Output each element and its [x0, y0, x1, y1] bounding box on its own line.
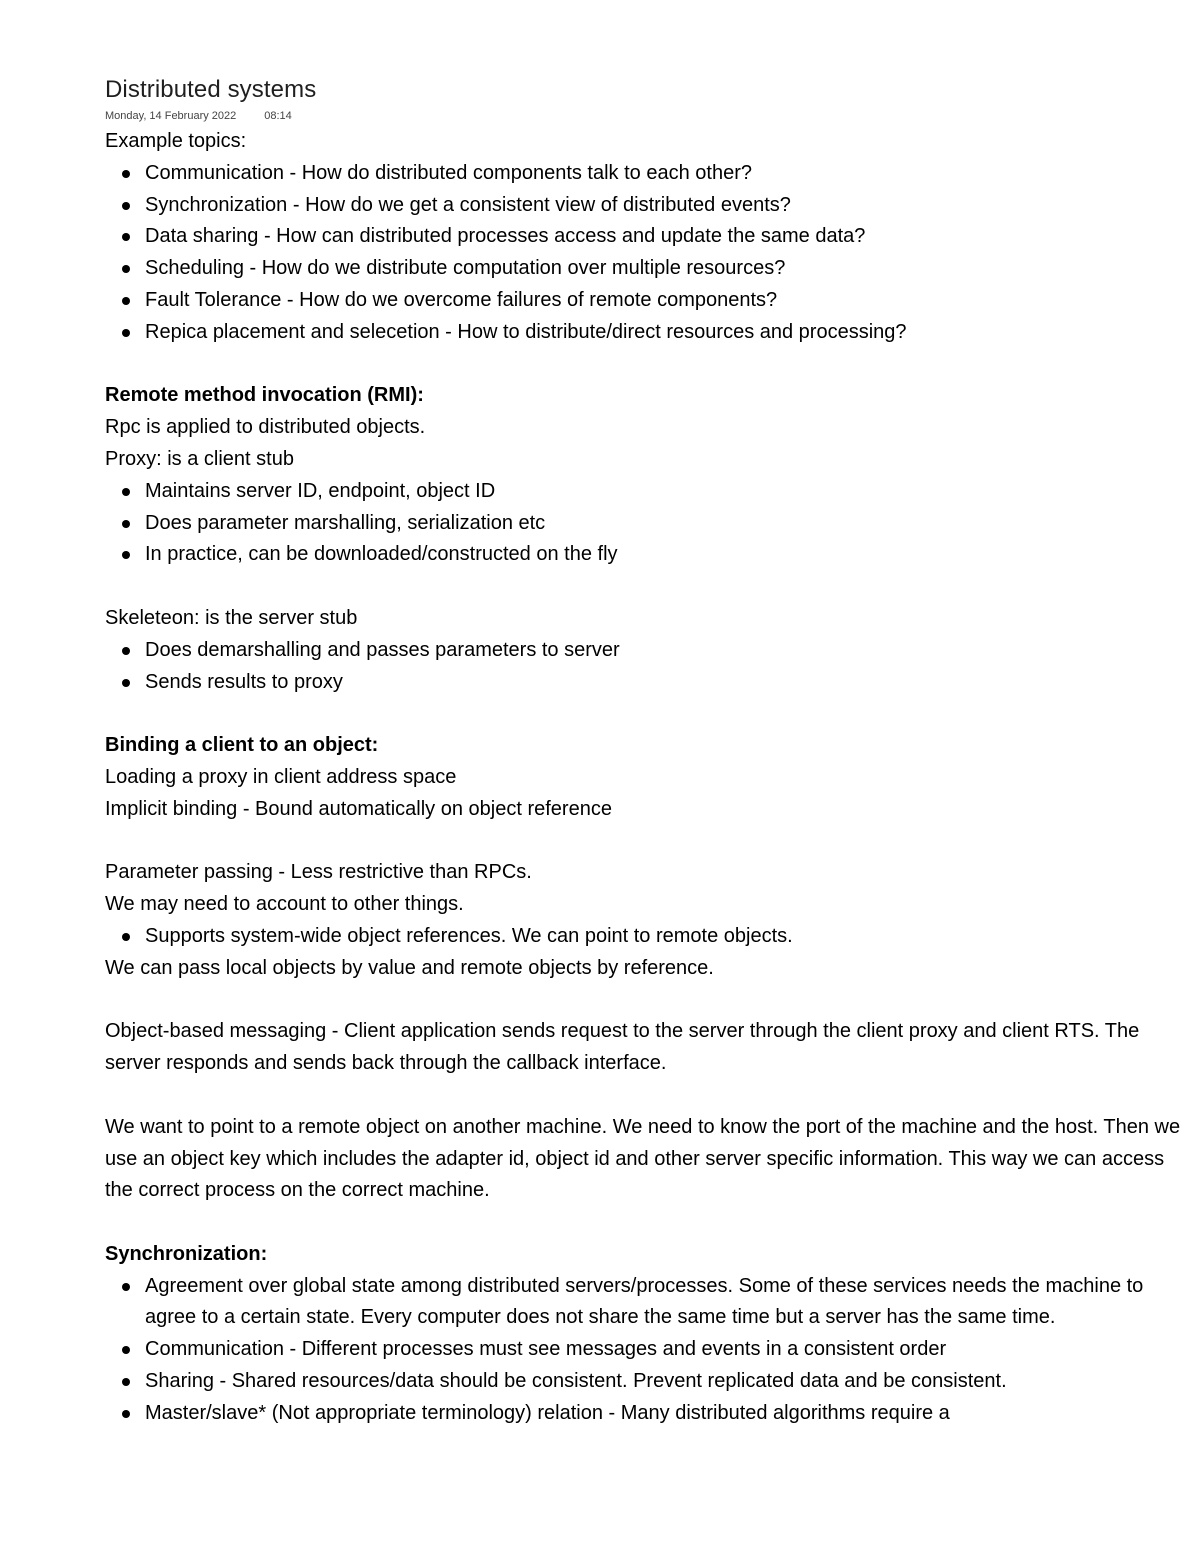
- synchronization-heading: Synchronization:: [105, 1242, 268, 1265]
- list-item: Data sharing - How can distributed processes access and update the same data?: [105, 221, 1190, 253]
- spacer: [105, 1207, 1190, 1239]
- binding-heading: Binding a client to an object:: [105, 734, 379, 757]
- spacer: [105, 826, 1190, 858]
- example-topics-list: [105, 158, 1190, 349]
- synchronization-list: [105, 1271, 1190, 1430]
- remote-object-paragraph: We want to point to a remote object on another machine. We need to know the port of the machine and the host. Then we use an object key which includes the adapter id, object id and other server specific information. This way we can access the correct process on the correct machine.: [105, 1115, 1181, 1202]
- list-item: Sends results to proxy: [105, 667, 1190, 699]
- list-item: Communication - How do distributed components talk to each other?: [105, 158, 1190, 190]
- list-item: Communication - Different processes must see messages and events in a consistent order: [105, 1334, 1190, 1366]
- list-item: Supports system-wide object references. We can point to remote objects.: [105, 921, 1190, 953]
- list-item: Maintains server ID, endpoint, object ID: [105, 476, 1190, 508]
- parameter-passing-list: [105, 921, 1190, 953]
- binding-line: Implicit binding - Bound automatically on object reference: [105, 797, 612, 820]
- list-item: In practice, can be downloaded/constructed on the fly: [105, 539, 1190, 571]
- list-item: Does demarshalling and passes parameters to server: [105, 635, 1190, 667]
- binding-line: Loading a proxy in client address space: [105, 765, 457, 788]
- list-item: Agreement over global state among distributed servers/processes. Some of these services needs the machine to agree to a certain state. Every computer does not share the same time but a server has the same time.: [105, 1271, 1190, 1335]
- parameter-passing-line: Parameter passing - Less restrictive than RPCs.: [105, 861, 532, 884]
- list-item: Sharing - Shared resources/data should be consistent. Prevent replicated data and be consistent.: [105, 1366, 1190, 1398]
- rmi-heading: Remote method invocation (RMI):: [105, 384, 424, 407]
- list-item: Repica placement and selecetion - How to distribute/direct resources and processing?: [105, 317, 1190, 349]
- rmi-line: Rpc is applied to distributed objects.: [105, 416, 426, 439]
- list-item: Fault Tolerance - How do we overcome failures of remote components?: [105, 285, 1190, 317]
- spacer: [105, 698, 1190, 730]
- spacer: [105, 985, 1190, 1017]
- spacer: [105, 349, 1190, 381]
- page-time: 08:14: [264, 110, 292, 122]
- note-page: [105, 74, 1190, 1430]
- list-item: Master/slave* (Not appropriate terminology) relation - Many distributed algorithms require a: [105, 1398, 1190, 1430]
- parameter-passing-line: We may need to account to other things.: [105, 893, 464, 916]
- skeleton-label: Skeleteon: is the server stub: [105, 606, 358, 629]
- spacer: [105, 1080, 1190, 1112]
- list-item: Scheduling - How do we distribute computation over multiple resources?: [105, 253, 1190, 285]
- proxy-label: Proxy: is a client stub: [105, 447, 294, 470]
- page-date: Monday, 14 February 2022: [105, 110, 237, 122]
- proxy-list: [105, 476, 1190, 571]
- parameter-passing-line: We can pass local objects by value and remote objects by reference.: [105, 956, 714, 979]
- example-topics-heading: Example topics:: [105, 130, 247, 152]
- skeleton-list: [105, 635, 1190, 699]
- object-messaging-paragraph: Object-based messaging - Client application sends request to the server through the client proxy and client RTS. The server responds and sends back through the callback interface.: [105, 1020, 1140, 1075]
- list-item: Synchronization - How do we get a consistent view of distributed events?: [105, 190, 1190, 222]
- page-timestamp: [105, 106, 1190, 126]
- page-title: Distributed systems: [105, 76, 317, 103]
- spacer: [105, 571, 1190, 603]
- list-item: Does parameter marshalling, serialization etc: [105, 508, 1190, 540]
